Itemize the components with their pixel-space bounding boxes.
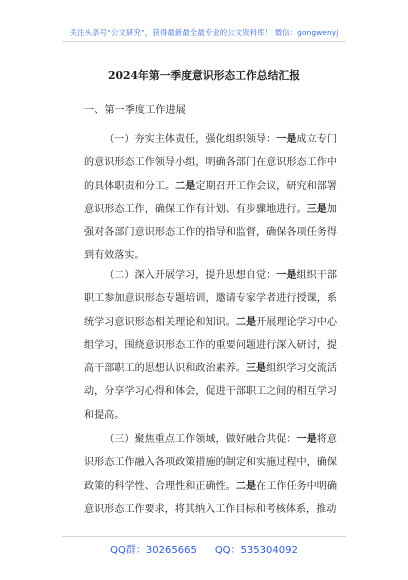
footer-divider — [62, 536, 346, 537]
point-marker: 二是 — [175, 180, 196, 192]
paragraph-3 — [84, 428, 337, 521]
point-text: 将意识形态工作融入各项政策措施的制定和实施过程中，确保政策的科学性、合理性和正确性。 — [84, 434, 338, 492]
point-marker: 一是 — [296, 434, 317, 445]
document-title: 2024年第一季度意识形态工作总结汇报 — [107, 69, 300, 82]
point-marker: 一是 — [276, 134, 297, 145]
point-text: 组织学习交流活动，分享学习心得和体会，促进干部职工之间的相互学习和提高。 — [84, 363, 338, 421]
paragraph-2 — [84, 264, 337, 427]
header-divider — [62, 41, 346, 42]
point-marker: 二是 — [235, 480, 257, 492]
paragraph-lead: （二）深入开展学习，提升思想自觉： — [104, 270, 277, 281]
point-text: 成立专门的意识形态工作领导小组，明确各部门在意识形态工作中的具体职责和分工。 — [84, 134, 338, 192]
point-text: 在工作任务中明确意识形态工作要求，将其纳入工作目标和考核体系，推动 — [84, 480, 338, 515]
paragraph-lead: （一）夯实主体责任，强化组织领导： — [104, 134, 277, 145]
point-text: 定期召开工作会议，研究和部署意识形态工作，确保工作有计划、有步骤地进行。 — [84, 180, 338, 215]
point-marker: 三是 — [306, 203, 327, 215]
point-text: 组织干部职工参加意识形态专题培训，邀请专家学者进行授课，系统学习意识形态相关理论和知识。 — [84, 270, 338, 328]
paragraph-1 — [84, 128, 337, 268]
footer-contact — [0, 541, 408, 556]
point-marker: 二是 — [235, 316, 257, 328]
point-marker: 三是 — [245, 363, 267, 375]
point-text: 加强对各部门意识形态工作的指导和监督，确保各项任务得到有效落实。 — [84, 203, 338, 262]
header-note: 关注头条号“公文研究”，获得最新最全最专业的公文资料库！ 微信：gongwenyj — [69, 28, 339, 37]
point-text: 开展理论学习中心组学习，围绕意识形态工作的重要问题进行深入研讨，提高干部职工的思想认识和政治素养。 — [84, 316, 338, 375]
point-marker: 一是 — [276, 270, 297, 281]
paragraph-lead: （三）聚焦重点工作领域，做好融合共促： — [104, 434, 297, 445]
section-heading: 一、第一季度工作进展 — [84, 105, 186, 116]
footer-qq: QQ：535304092 — [214, 545, 298, 556]
footer-qq-group: QQ群：30265665 — [110, 545, 197, 556]
